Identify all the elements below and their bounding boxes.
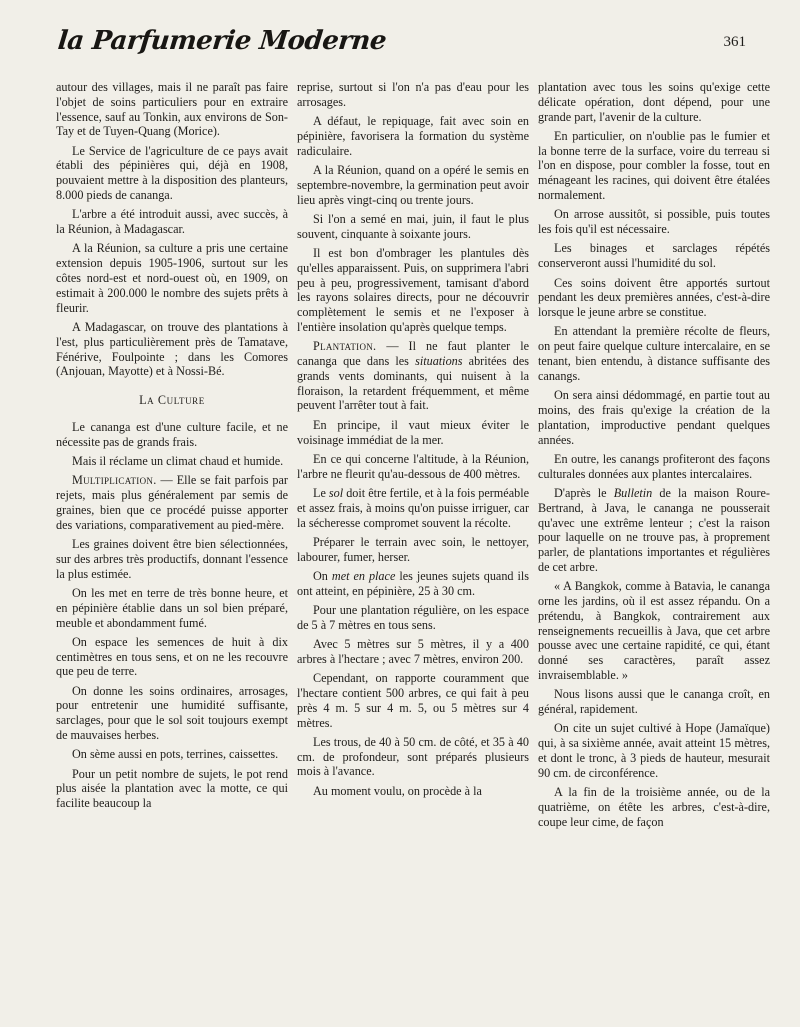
paragraph: Au moment voulu, on procède à la <box>313 783 482 798</box>
paragraph <box>538 486 770 575</box>
paragraph: A défaut, le repiquage, fait avec soin en pépinière, favorisera la formation du système radiculaire. <box>297 114 529 158</box>
paragraph: Cependant, on rapporte couramment que l'hectare contient 500 arbres, ce qui fait à peu près 4 m. 5 sur 4 m. 5, ou 5 mètres sur 4 mètres. <box>297 671 529 730</box>
paragraph: autour des villages, mais il ne paraît pas faire l'objet de soins particuliers pour en extraire l'essence, sauf au Tonkin, aux environs de Son-Tay et de Tuyen-Quang (Morice). <box>56 80 288 139</box>
paragraph: Les binages et sarclages répétés conserveront aussi l'humidité du sol. <box>538 241 770 271</box>
article-body <box>56 80 770 1020</box>
section-heading: La Culture <box>139 393 205 408</box>
paragraph: A la fin de la troisième année, ou de la quatrième, on étête les arbres, c'est-à-dire, coupe leur cime, de façon <box>538 785 770 829</box>
paragraph: Pour une plantation régulière, on les espace de 5 à 7 mètres en tous sens. <box>297 603 529 632</box>
paragraph <box>297 486 529 530</box>
paragraph: Il est bon d'ombrager les plantules dès qu'elles apparaissent. Puis, on supprimera l'abri peu à peu, progressivement, tamisant d'abord les rayons solaires directs, pour ne découvrir complètement le semis et ne l'exposer à l'entière insolation qu'après quelque temps. <box>297 245 529 334</box>
paragraph: plantation avec tous les soins qu'exige cette délicate opération, dont dépend, pour une grande part, l'avenir de la culture. <box>538 80 770 124</box>
emphasis: met en place <box>331 568 396 583</box>
paragraph: En principe, il vaut mieux éviter le voisinage immédiat de la mer. <box>297 417 529 447</box>
paragraph: On les met en terre de très bonne heure, et en pépinière établie dans un sol bien préparé, meuble et abondamment fumé. <box>56 585 288 630</box>
paragraph: On cite un sujet cultivé à Hope (Jamaïque) qui, à sa sixième année, avait atteint 15 mètres, et dont le tronc, à 3 pieds de hauteur, mesurait 90 cm. de circonférence. <box>538 721 770 780</box>
paragraph: On espace les semences de huit à dix centimètres en tous sens, et on ne les recouvre que peu de terre. <box>56 634 288 679</box>
column-2 <box>297 80 529 1020</box>
paragraph <box>297 569 529 599</box>
emphasis: sol <box>328 485 344 500</box>
paragraph: Pour un petit nombre de sujets, le pot rend plus aisée la plantation avec la motte, ce qui facilite beaucoup la <box>56 766 288 811</box>
paragraph-text: D'après le <box>554 485 614 500</box>
emphasis: situations <box>415 354 463 369</box>
paragraph: En particulier, on n'oublie pas le fumier et la bonne terre de la surface, voire du terreau si l'on en dispose, pour combler la fosse, tout en ménageant les racines, qui doivent être étalées normalement. <box>538 128 770 203</box>
paragraph: A Madagascar, on trouve des plantations à l'est, plus particulièrement près de Tamatave, Fénérive, Foulpointe ; dans les Comores (Anjouan, Mayotte) et à Nossi-Bé. <box>56 319 288 379</box>
paragraph <box>297 339 529 413</box>
column-3 <box>538 80 770 1020</box>
paragraph: On sème aussi en pots, terrines, caissettes. <box>72 747 279 762</box>
paragraph: Le Service de l'agriculture de ce pays avait établi des pépinières qui, déjà en 1908, pouvaient mettre à la disposition des planteurs, 8.000 pieds de cananga. <box>56 143 288 203</box>
paragraph: En attendant la première récolte de fleurs, on peut faire quelque culture intercalaire, en se tenant, bien entendu, à distance suffisante des canangs. <box>538 324 770 383</box>
paragraph: Les trous, de 40 à 50 cm. de côté, et 35 à 40 cm. de profondeur, sont préparés plusieurs mois à l'avance. <box>297 734 529 779</box>
magazine-masthead: la Parfumerie Moderne <box>56 26 388 56</box>
paragraph-text: de la maison Roure-Bertrand, à Java, le cananga ne pousserait qu'avec une extrême lenteur ; c'est la raison pour laquelle on ne trouve pas, à proprement parler, de plantations importantes et régulières de cet arbre. <box>538 485 770 574</box>
paragraph-text: — Il ne faut planter le cananga que dans les <box>297 339 529 369</box>
emphasis: Bulletin <box>613 485 653 500</box>
page-number: 361 <box>723 34 746 50</box>
paragraph-text: doit être fertile, et à la fois perméable et assez frais, à moins qu'on puisse irriguer, car la sécheresse compromet souvent la récolte. <box>297 485 529 530</box>
paragraph <box>56 473 288 532</box>
paragraph-text: abritées des grands vents dominants, qui nuisent à la floraison, la retardent fréquemment, et même peuvent l'arrêter tout à fait. <box>297 354 529 413</box>
paragraph: L'arbre a été introduit aussi, avec succès, à la Réunion, à Madagascar. <box>56 207 288 237</box>
run-in-heading: Multiplication. <box>72 473 157 488</box>
paragraph-text: les jeunes sujets quand ils ont atteint, en pépinière, 25 à 30 cm. <box>297 568 530 598</box>
paragraph: En outre, les canangs profiteront des façons culturales données aux plantes intercalaires. <box>538 451 770 481</box>
paragraph: Nous lisons aussi que le cananga croît, en général, rapidement. <box>538 687 770 717</box>
paragraph: On donne les soins ordinaires, arrosages, pour entretenir une humidité suffisante, sarclages, pour que le sol soit toujours exempt de mauvaises herbes. <box>56 683 288 743</box>
paragraph: A la Réunion, sa culture a pris une certaine extension depuis 1905-1906, surtout sur les côtes nord-est et nord-ouest où, en 1909, on estimait à 200.000 le nombre des sujets prêts à fleurir. <box>56 241 288 315</box>
quotation: « A Bangkok, comme à Batavia, le cananga orne les jardins, où il est assez répandu. On a prétendu, à Bangkok, contrairement aux renseignements recueillis à Java, que cet arbre pousse avec une certaine rapidité, ce qui, étant donné ses caractères, paraît assez invraisemblable. » <box>538 579 770 682</box>
paragraph: En ce qui concerne l'altitude, à la Réunion, l'arbre ne fleurit qu'au-dessous de 400 mètres. <box>297 451 529 481</box>
paragraph: A la Réunion, quand on a opéré le semis en septembre-novembre, la germination peut avoir lieu après vingt-cinq ou trente jours. <box>297 162 529 207</box>
paragraph: Ces soins doivent être apportés surtout pendant les deux premières années, c'est-à-dire lorsque le jeune arbre se constitue. <box>538 275 770 320</box>
paragraph: reprise, surtout si l'on n'a pas d'eau pour les arrosages. <box>297 80 529 109</box>
paragraph-text: Le <box>313 485 329 500</box>
column-1 <box>56 80 288 1020</box>
paragraph-text: On <box>313 568 332 583</box>
paragraph: Si l'on a semé en mai, juin, il faut le plus souvent, cinquante à soixante jours. <box>297 211 529 241</box>
paragraph: Mais il réclame un climat chaud et humide. <box>72 454 284 469</box>
paragraph: On arrose aussitôt, si possible, puis toutes les fois qu'il est nécessaire. <box>538 207 770 237</box>
run-in-heading: Plantation. <box>313 339 377 354</box>
paragraph: Le cananga est d'une culture facile, et ne nécessite pas de grands frais. <box>56 419 288 449</box>
paragraph: Avec 5 mètres sur 5 mètres, il y a 400 arbres à l'hectare ; avec 7 mètres, environ 200. <box>297 637 529 666</box>
paragraph: On sera ainsi dédommagé, en partie tout au moins, des frais qu'exige la création de la plantation, improductive pendant quelques années. <box>538 388 770 447</box>
paragraph: Les graines doivent être bien sélectionnées, sur des arbres très productifs, donnant l'essence la plus estimée. <box>56 537 288 581</box>
paragraph-text: — Elle se fait parfois par rejets, mais plus généralement par semis de graines, bien que ce procédé puisse apporter des variations, comparativement au pied-mère. <box>56 473 288 532</box>
paragraph: Préparer le terrain avec soin, le nettoyer, labourer, fumer, herser. <box>297 534 529 564</box>
